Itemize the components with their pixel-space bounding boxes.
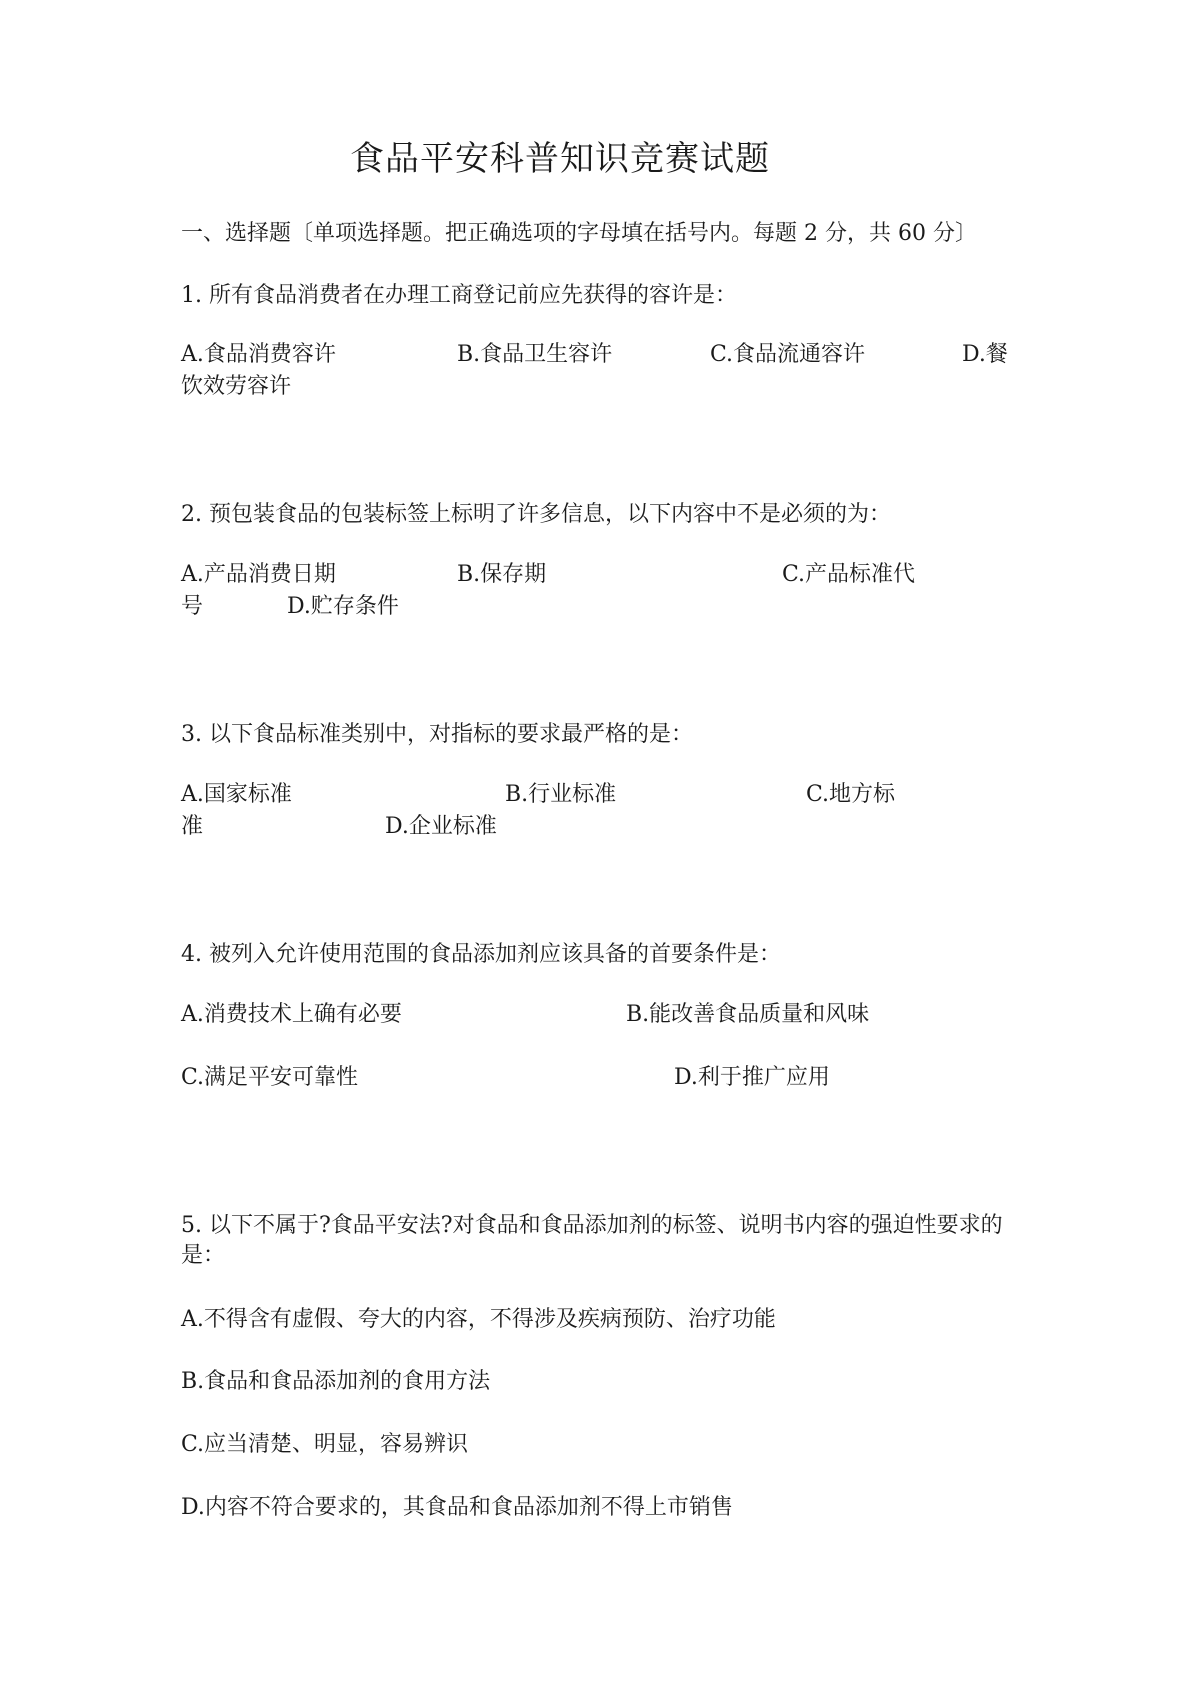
document-title: 食品平安科普知识竞赛试题 (350, 139, 770, 179)
question-5-text: 5. 以下不属于?食品平安法?对食品和食品添加剂的标签、说明书内容的强迫性要求的是： (181, 1213, 1003, 1268)
question-1-option-c: C.食品流通容许 (710, 342, 866, 367)
question-5-option-d: D.内容不符合要求的，其食品和食品添加剂不得上市销售 (181, 1495, 733, 1520)
question-2-option-b: B.保存期 (457, 562, 547, 587)
question-4-option-c: C.满足平安可靠性 (181, 1065, 359, 1090)
question-1-option-d-cont: 饮效劳容许 (181, 374, 292, 399)
question-1-option-a: A.食品消费容许 (181, 342, 336, 367)
question-1-text: 1. 所有食品消费者在办理工商登记前应先获得的容许是： (181, 283, 737, 308)
question-4-text: 4. 被列入允许使用范围的食品添加剂应该具备的首要条件是： (181, 942, 781, 967)
question-3-option-c: C.地方标 (806, 782, 896, 807)
question-5-option-c: C.应当清楚、明显，容易辨识 (181, 1432, 469, 1457)
question-4-option-b: B.能改善食品质量和风味 (626, 1002, 870, 1027)
question-4-option-a: A.消费技术上确有必要 (181, 1002, 402, 1027)
question-2-option-a: A.产品消费日期 (181, 562, 336, 587)
question-3-option-d: D.企业标准 (385, 814, 497, 839)
question-1-option-d: D.餐 (962, 342, 1008, 367)
question-3-option-b: B.行业标准 (505, 782, 617, 807)
question-3-text: 3. 以下食品标准类别中，对指标的要求最严格的是： (181, 722, 693, 747)
question-3-option-a: A.国家标准 (181, 782, 292, 807)
question-3-option-c-cont: 准 (181, 814, 204, 839)
section-heading: 一、选择题〔单项选择题。把正确选项的字母填在括号内。每题 2 分，共 60 分〕 (181, 221, 977, 246)
question-5-option-a: A.不得含有虚假、夸大的内容，不得涉及疾病预防、治疗功能 (181, 1307, 776, 1332)
question-2-option-d: D.贮存条件 (287, 594, 399, 619)
question-2-option-c-cont: 号 (181, 594, 204, 619)
question-2-text: 2. 预包装食品的包装标签上标明了许多信息，以下内容中不是必须的为： (181, 502, 891, 527)
question-5-option-b: B.食品和食品添加剂的食用方法 (181, 1369, 491, 1394)
question-2-option-c: C.产品标准代 (782, 562, 916, 587)
question-4-option-d: D.利于推广应用 (674, 1065, 830, 1090)
question-1-option-b: B.食品卫生容许 (457, 342, 613, 367)
